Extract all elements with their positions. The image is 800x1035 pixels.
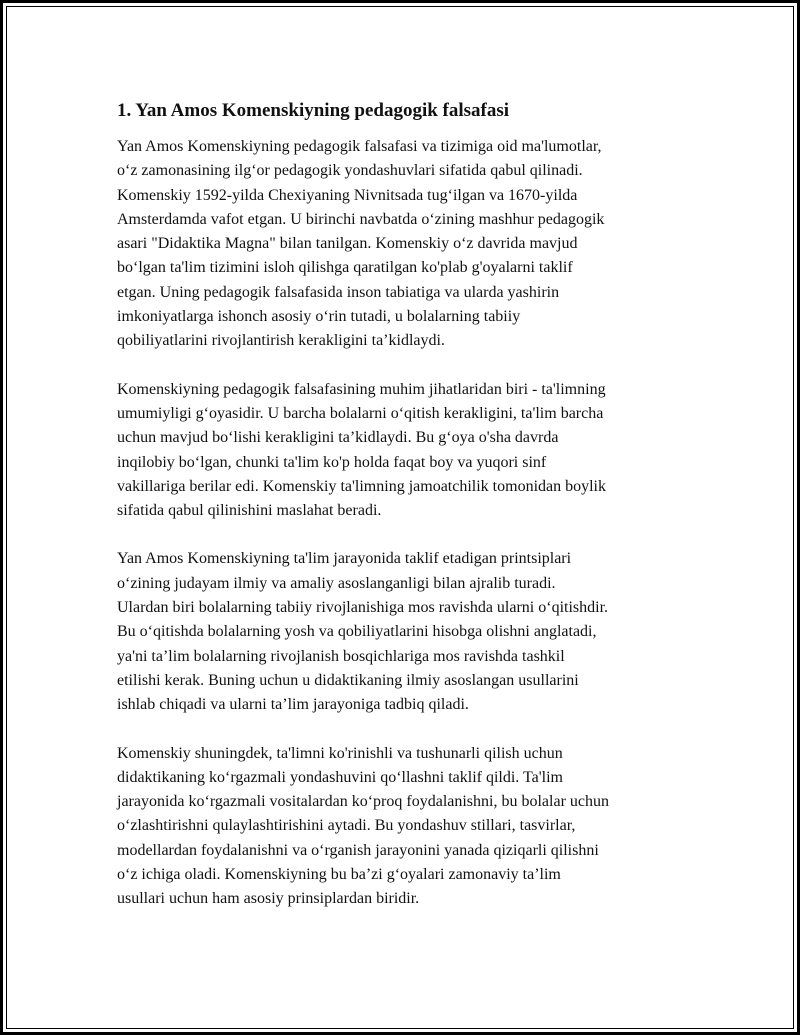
text-line: o‘z zamonasining ilg‘or pedagogik yondashuvlari sifatida qabul qilinadi. xyxy=(117,162,583,180)
text-line: o‘z ichiga oladi. Komenskiyning bu ba’zi g‘oyalari zamonaviy ta’lim xyxy=(117,866,561,884)
text-line: imkoniyatlarga ishonch asosiy o‘rin tutadi, u bolalarning tabiiy xyxy=(117,308,521,326)
text-line: vakillariga berilar edi. Komenskiy ta'limning jamoatchilik tomonidan boylik xyxy=(117,477,606,495)
text-line: Yan Amos Komenskiyning pedagogik falsafasi va tizimiga oid ma'lumotlar, xyxy=(117,138,602,155)
document-body xyxy=(117,97,717,936)
text-line: Yan Amos Komenskiyning ta'lim jarayonida taklif etadigan printsiplari xyxy=(117,550,572,568)
text-line: uchun mavjud bo‘lishi kerakligini ta’kidlaydi. Bu g‘oya o'sha davrda xyxy=(117,429,559,447)
paragraph-1 xyxy=(117,135,717,354)
text-line: modellardan foydalanishni va o‘rganish jarayonini yanada qiziqarli qilishni xyxy=(117,841,599,859)
text-line: qobiliyatlarini rivojlantirish kerakligini ta’kidlaydi. xyxy=(117,332,445,350)
text-line: ya'ni ta’lim bolalarning rivojlanish bosqichlariga mos ravishda tashkil xyxy=(117,647,565,665)
text-line: jarayonida ko‘rgazmali vositalardan ko‘proq foydalanishni, bu bolalar uchun xyxy=(117,793,609,811)
text-line: o‘zlashtirishni qulaylashtirishini aytadi. Bu yondashuv stillari, tasvirlar, xyxy=(117,817,576,835)
paragraph-2 xyxy=(117,378,717,524)
text-line: sifatida qabul qilinishini maslahat beradi. xyxy=(117,502,382,520)
section-heading: 1. Yan Amos Komenskiyning pedagogik falsafasi xyxy=(117,100,510,121)
text-line: Bu o‘qitishda bolalarning yosh va qobiliyatlarini hisobga olishni anglatadi, xyxy=(117,623,597,641)
text-line: Ulardan biri bolalarning tabiiy rivojlanishiga mos ravishda ularni o‘qitishdir. xyxy=(117,599,609,617)
text-line: inqilobiy bo‘lgan, chunki ta'lim ko'p holda faqat boy va yuqori sinf xyxy=(117,453,547,471)
text-line: o‘zining judayam ilmiy va amaliy asoslanganligi bilan ajralib turadi. xyxy=(117,574,556,592)
paragraph-4 xyxy=(117,742,717,912)
text-line: usullari uchun ham asosiy prinsiplardan biridir. xyxy=(117,890,420,908)
text-line: Komenskiy 1592-yilda Chexiyaning Nivnitsada tug‘ilgan va 1670-yilda xyxy=(117,186,578,204)
text-line: umumiyligi g‘oyasidir. U barcha bolalarni o‘qitish kerakligini, ta'lim barcha xyxy=(117,404,604,422)
paragraph-3 xyxy=(117,547,717,717)
text-line: Amsterdamda vafot etgan. U birinchi navbatda o‘zining mashhur pedagogik xyxy=(117,210,605,228)
text-line: asari "Didaktika Magna" bilan tanilgan. Komenskiy o‘z davrida mavjud xyxy=(117,235,578,253)
text-line: etgan. Uning pedagogik falsafasida inson tabiatiga va ularda yashirin xyxy=(117,283,560,301)
text-line: Komenskiyning pedagogik falsafasining muhim jihatlaridan biri - ta'limning xyxy=(117,380,606,398)
text-line: etilishi kerak. Buning uchun u didaktikaning ilmiy asoslangan usullarini xyxy=(117,671,579,689)
text-line: ishlab chiqadi va ularni ta’lim jarayoniga tadbiq qiladi. xyxy=(117,696,469,714)
text-line: didaktikaning ko‘rgazmali yondashuvini qo‘llashni taklif qildi. Ta'lim xyxy=(117,768,563,786)
text-line: Komenskiy shuningdek, ta'limni ko'rinishli va tushunarli qilish uchun xyxy=(117,744,563,762)
text-line: bo‘lgan ta'lim tizimini isloh qilishga qaratilgan ko'plab g'oyalarni taklif xyxy=(117,259,573,277)
